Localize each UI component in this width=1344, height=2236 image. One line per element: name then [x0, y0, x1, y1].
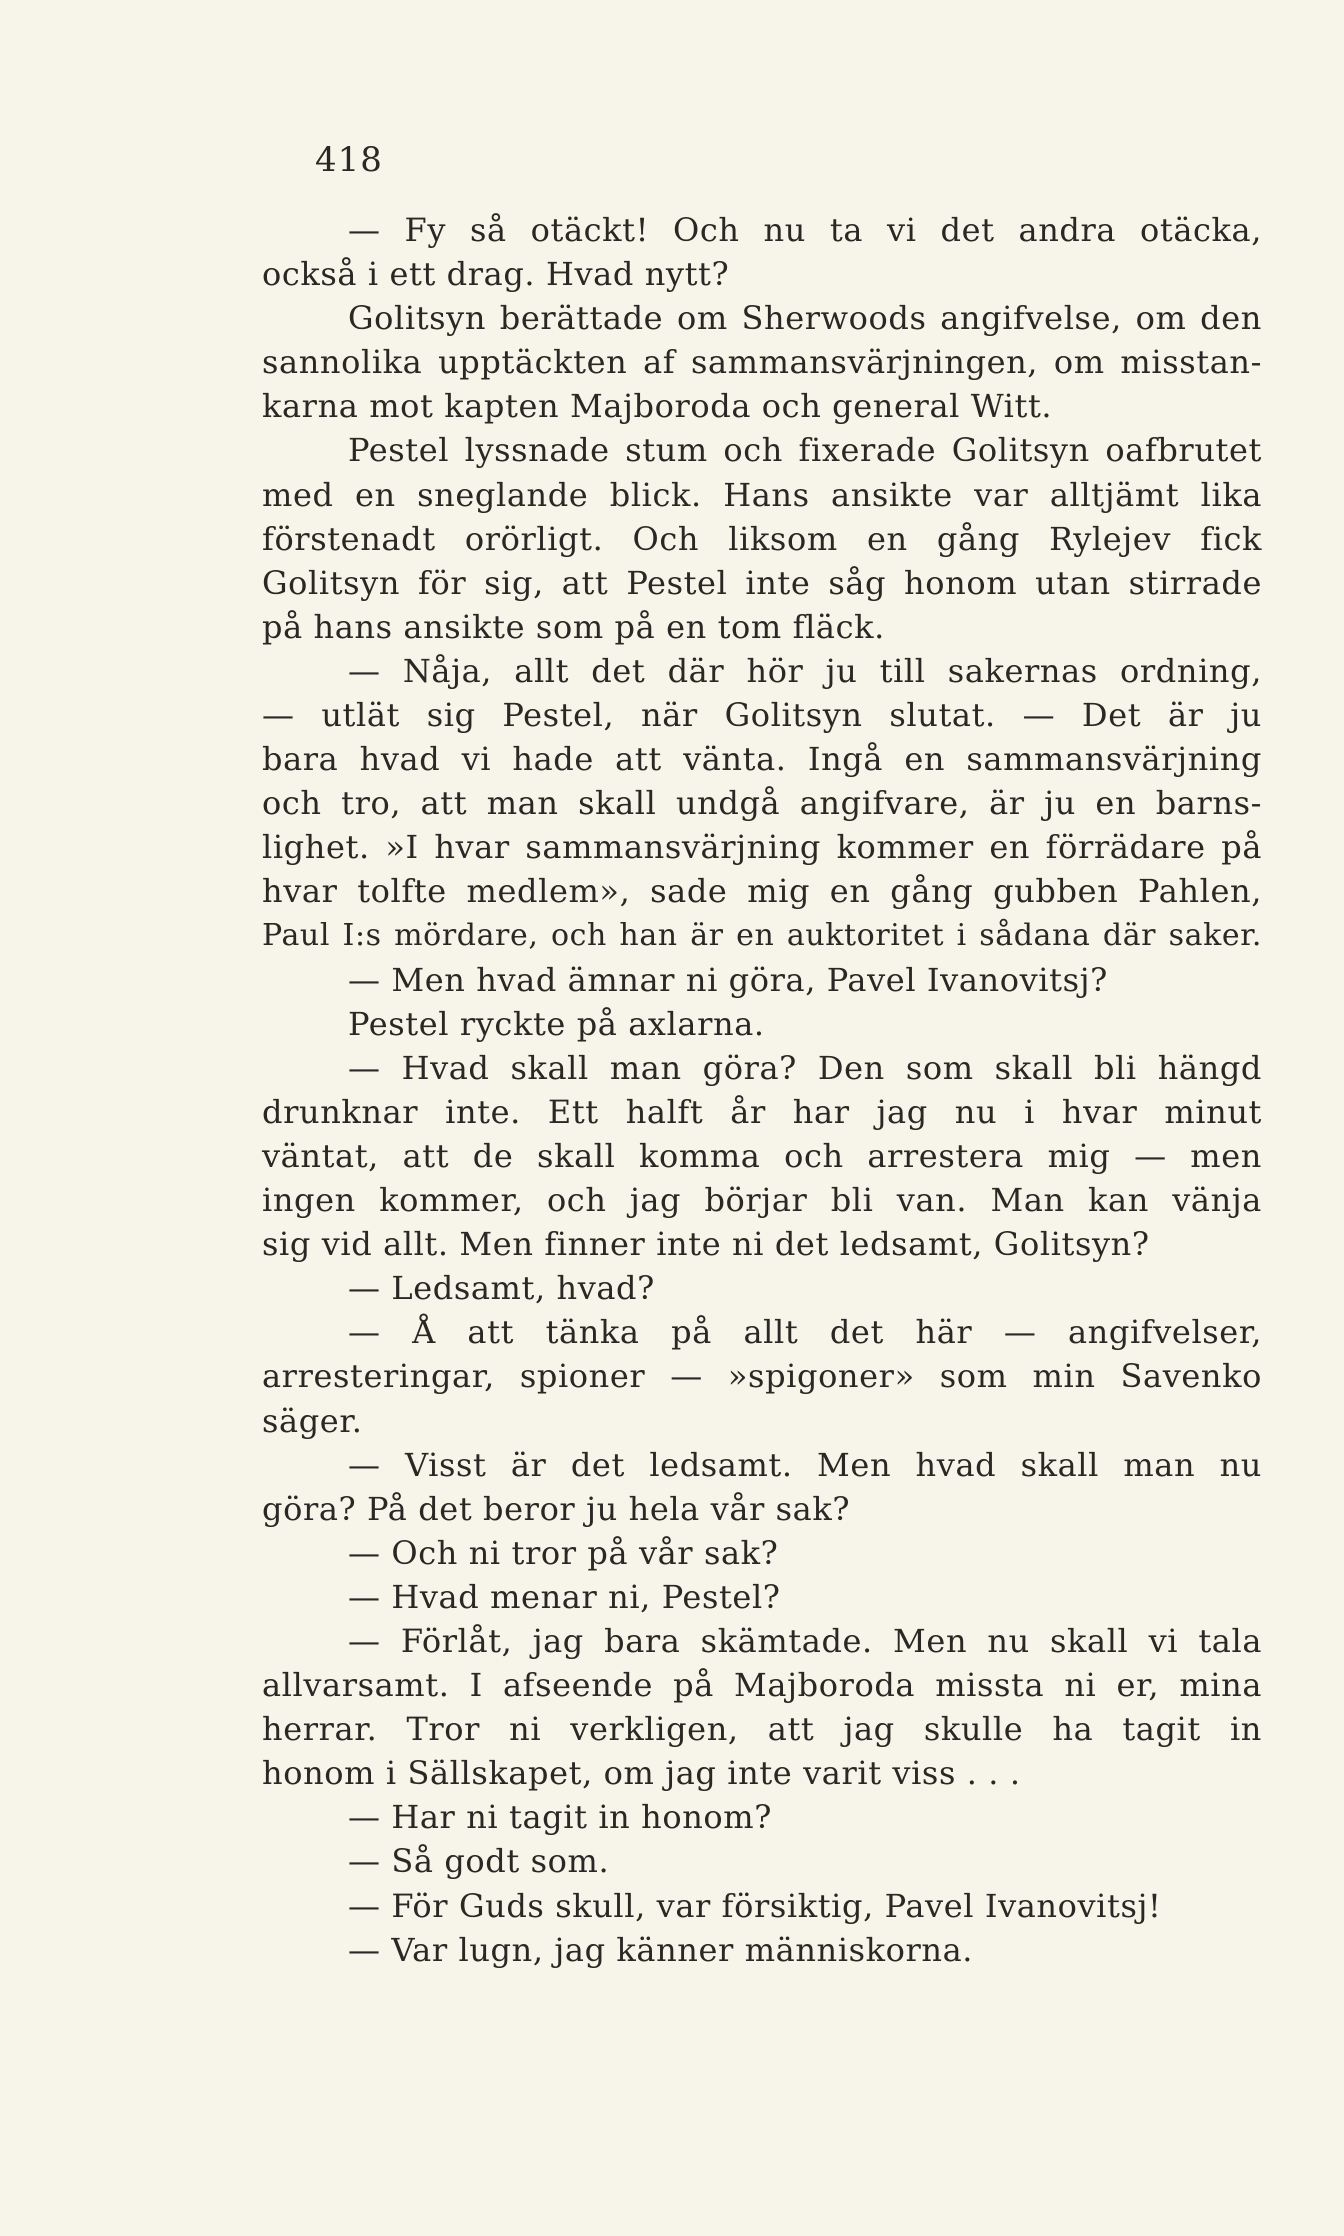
text-line: göra? På det beror ju hela vår sak? — [262, 1489, 851, 1528]
text-line: — Och ni tror på vår sak? — [348, 1533, 779, 1572]
text-line: herrar. Tror ni verkligen, att jag skulle ha tagit in — [262, 1710, 1262, 1749]
text-line: förstenadt orörligt. Och liksom en gång Rylejev fick — [262, 519, 1262, 558]
text-line: allvarsamt. I afseende på Majboroda missta ni er, mina — [262, 1666, 1262, 1705]
text-line: — Har ni tagit in honom? — [348, 1798, 772, 1837]
text-line: bara hvad vi hade att vänta. Ingå en sammansvärjning — [262, 740, 1262, 779]
text-line: honom i Sällskapet, om jag inte varit viss . . . — [262, 1754, 1021, 1793]
text-line: sig vid allt. Men finner inte ni det ledsamt, Golitsyn? — [262, 1225, 1150, 1264]
text-line: Golitsyn för sig, att Pestel inte såg honom utan stirrade — [262, 563, 1262, 602]
text-line: — Hvad menar ni, Pestel? — [348, 1577, 781, 1616]
text-line: arresteringar, spioner — »spigoner» som min Savenko — [262, 1357, 1262, 1396]
text-line: — Så godt som. — [348, 1842, 610, 1881]
text-line: väntat, att de skall komma och arrestera mig — men — [262, 1136, 1262, 1175]
text-line: Pestel ryckte på axlarna. — [348, 1004, 765, 1043]
text-line: — Var lugn, jag känner människorna. — [348, 1930, 974, 1969]
text-line: — För Guds skull, var försiktig, Pavel Ivanovitsj! — [348, 1886, 1162, 1925]
text-line: — Nåja, allt det där hör ju till sakernas ordning, — [348, 651, 1262, 690]
text-line: drunknar inte. Ett halft år har jag nu i hvar minut — [262, 1092, 1262, 1131]
text-line: — Visst är det ledsamt. Men hvad skall man nu — [348, 1445, 1262, 1484]
text-line: ingen kommer, och jag börjar bli van. Man kan vänja — [262, 1181, 1262, 1220]
text-line: — Hvad skall man göra? Den som skall bli hängd — [348, 1048, 1262, 1087]
text-line: — utlät sig Pestel, när Golitsyn slutat. — Det är ju — [262, 696, 1262, 735]
text-line: lighet. »I hvar sammansvärjning kommer en förrädare på — [262, 828, 1262, 867]
text-line: och tro, att man skall undgå angifvare, är ju en barns- — [262, 784, 1262, 823]
page-number: 418 — [315, 140, 383, 180]
text-line: Paul I:s mördare, och han är en auktoritet i sådana där saker. — [262, 917, 1262, 953]
text-line: — Å att tänka på allt det här — angifvelser, — [348, 1313, 1262, 1352]
text-line: hvar tolfte medlem», sade mig en gång gubben Pahlen, — [262, 872, 1262, 911]
text-line: — Förlåt, jag bara skämtade. Men nu skall vi tala — [348, 1622, 1262, 1660]
text-line: — Men hvad ämnar ni göra, Pavel Ivanovitsj? — [348, 960, 1108, 999]
text-line: med en sneglande blick. Hans ansikte var alltjämt lika — [262, 475, 1262, 514]
text-line: sannolika upptäckten af sammansvärjningen, om misstan- — [262, 343, 1262, 382]
text-line: på hans ansikte som på en tom fläck. — [262, 607, 885, 646]
text-line: karna mot kapten Majboroda och general Witt. — [262, 387, 1053, 426]
body-text — [262, 208, 1262, 1972]
text-line: Golitsyn berättade om Sherwoods angifvelse, om den — [348, 299, 1262, 338]
text-line: — Ledsamt, hvad? — [348, 1269, 655, 1308]
text-line: Pestel lyssnade stum och fixerade Golitsyn oafbrutet — [348, 431, 1262, 470]
text-line: — Fy så otäckt! Och nu ta vi det andra otäcka, — [348, 211, 1262, 249]
text-line: också i ett drag. Hvad nytt? — [262, 255, 730, 294]
text-line: säger. — [262, 1401, 363, 1440]
